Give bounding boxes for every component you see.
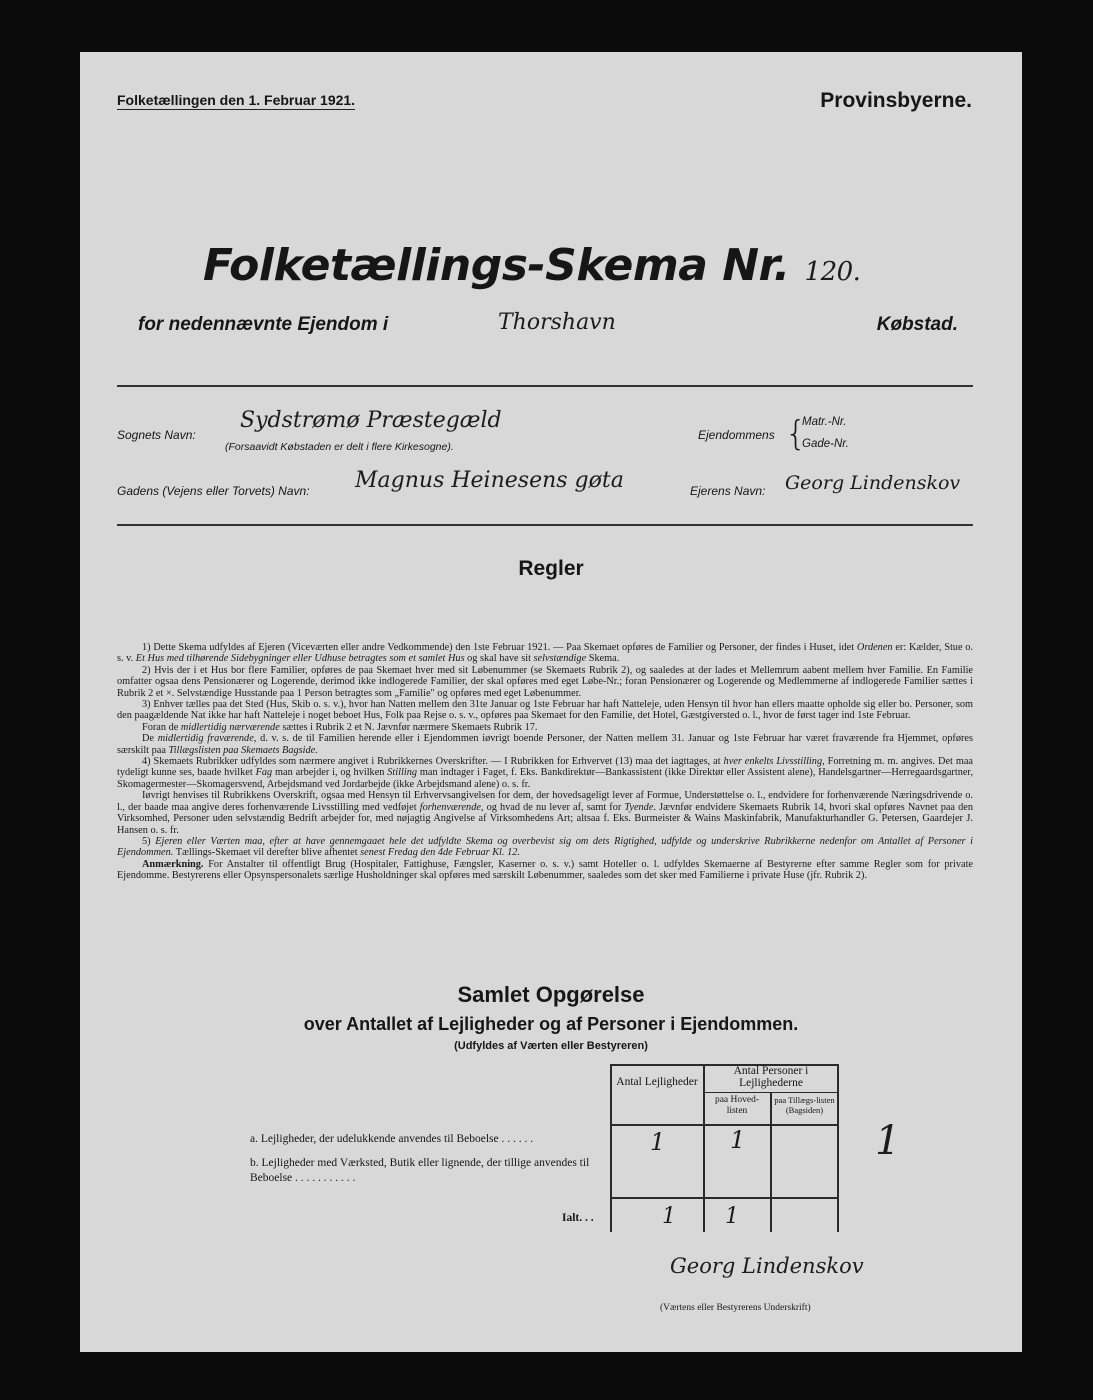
table-col-line-2 <box>703 1064 705 1232</box>
table-col-line-1 <box>610 1064 612 1232</box>
ejerens-navn-value: Georg Lindenskov <box>785 472 961 494</box>
form-number-handwritten: 120. <box>804 257 861 287</box>
table-col-line-4 <box>837 1064 839 1232</box>
summary-title: Samlet Opgørelse <box>457 982 645 1007</box>
summary-subtitle: over Antallet af Lejligheder og af Personer i Ejendommen. <box>303 1014 799 1034</box>
sognets-navn-value: Sydstrømø Præstegæld <box>240 408 502 433</box>
row-a-label: a. Lejligheder, der udelukkende anvendes til Beboelse . . . . . . <box>250 1133 534 1145</box>
row-b-label: b. Lejligheder med Værksted, Butik eller lignende, der tillige anvendes til Beboelse . . . . . . . . . . . <box>250 1157 590 1184</box>
form-title <box>203 240 860 291</box>
fields-rule <box>117 524 973 526</box>
rules-heading: Regler <box>518 557 584 580</box>
rule-3c: De midlertidig fraværende, d. v. s. de til Familien herende eller i Ejendommen iøvrigt boende Personer, der Natten mellem 31. Januar og 1ste Februar har været fraværende fra Hjemmet, opføres særskilt paa Tillægslisten paa Skemaets Bagside. <box>117 733 973 756</box>
summary-note: (Udfyldes af Værten eller Bestyreren) <box>454 1040 648 1052</box>
census-form-page <box>80 52 1022 1352</box>
rule-3: 3) Enhver tælles paa det Sted (Hus, Skib o. s. v.), hvor han Natten mellem den 31te Januar og 1ste Februar har haft Natteleje, uden Hensyn til hvor han ellers maatte opholde sig eller bo. Personer, som den paagældende Nat ikke har haft Natteleje i noget beboet Hus, Folk paa Rejse o. s. v., opføres paa Skemaet for den Familie, det Hotel, Gæstgiversted o. l., hvor de først tager ind 1ste Februar. <box>117 699 973 722</box>
region-label: Provinsbyerne. <box>820 89 972 112</box>
row-a-lejligheder: 1 <box>650 1128 666 1156</box>
sognets-note: (Forsaavidt Købstaden er delt i flere Kirkesogne). <box>225 441 454 453</box>
brace-icon: { <box>785 414 807 454</box>
rule-2: 2) Hvis der i et Hus bor flere Familier, opføres de paa Skemaet hver med sit Løbenummer (se Skemaets Rubrik 2), og saaledes at der lades et Mellemrum aabent mellem hver Familie. En Familie omfatter ogsaa dens Pensionærer og Logerende, derimod ikke indlogerede Familier, der skal opføres med eget Løbe-Nr.; foran Pensionærer og Logerende og Medlemmerne af indlogerede Familier sættes i Rubrik 2 et ×. Selvstændige Husstande paa 1 Person betragtes som „Familie" og opføres med eget Løbenummer. <box>117 664 973 699</box>
town-handwritten: Thorshavn <box>498 310 616 335</box>
top-rule <box>117 385 973 387</box>
ialt-lejligheder: 1 <box>662 1204 676 1229</box>
gade-nr-label: Gade-Nr. <box>802 438 849 450</box>
ejerens-navn-label: Ejerens Navn: <box>690 484 766 498</box>
gadens-navn-value: Magnus Heinesens gøta <box>355 468 624 493</box>
form-title-text: Folketællings-Skema Nr. <box>203 240 790 291</box>
col-tillaegslisten: paa Tillægs-listen (Bagsiden) <box>774 1095 835 1115</box>
row-a-hovedlisten: 1 <box>730 1126 746 1154</box>
rules-text <box>117 642 973 882</box>
for-property-label: for nedennævnte Ejendom i <box>138 314 389 335</box>
rule-4: 4) Skemaets Rubrikker udfyldes som nærmere angivet i Rubrikkernes Overskrifter. — I Rubrikken for Erhvervet (13) maa det iagttages, at hver enkelts Livsstilling, Forretning m. m. angives. Det maa tydeligt kunne ses, baade hvilket Fag man arbejder i, og hvilken Stilling man indtager i Faget, f. Eks. Bankdirektør—Bankassistent (ikke Direktør eller Assistent alene), Handelsgartner—Herregaardsgartner, Skomagermester—Skomagersvend, Arbejdsmand ved Jordarbejde (ikke Arbejdsmand alene) o. s. fr. <box>117 756 974 790</box>
margin-mark: 1 <box>875 1118 901 1164</box>
kobstad-label: Købstad. <box>876 314 958 335</box>
signature: Georg Lindenskov <box>670 1254 864 1278</box>
rule-annotation: Anmærkning. For Anstalter til offentligt Brug (Hospitaler, Fattighuse, Fængsler, Kaserner o. s. v.) samt Hoteller o. l. udfyldes Skemaerne af Bestyrerne efter samme Regler som for private Ejendomme. Bestyrerens eller Opsynspersonalets særlige Husholdninger skal opføres med særskilt Løbenummer, saaledes som det sker med Familierne i private Huse (jfr. Rubrik 2). <box>117 858 973 882</box>
ialt-label: Ialt. . . <box>562 1212 594 1224</box>
census-date-label: Folketællingen den 1. Februar 1921. <box>117 92 356 108</box>
table-bottom-rule <box>610 1197 838 1199</box>
ialt-hovedlisten: 1 <box>725 1204 739 1229</box>
table-col-line-3 <box>770 1092 772 1232</box>
for-property-line <box>138 310 958 336</box>
col-antal-personer: Antal Personer i Lejlighederne <box>733 1065 809 1089</box>
table-header-rule <box>610 1124 838 1126</box>
table-subheader-rule <box>703 1092 838 1093</box>
rule-3b: Foran de midlertidig nærværende sættes i Rubrik 2 et N. Jævnfør nærmere Skemaets Rubrik 17. <box>142 721 538 733</box>
col-antal-lejligheder: Antal Lejligheder <box>616 1076 698 1088</box>
gadens-navn-label: Gadens (Vejens eller Torvets) Navn: <box>117 484 310 498</box>
rule-1: 1) Dette Skema udfyldes af Ejeren (Viceværten eller andre Vedkommende) den 1ste Februar 1921. — Paa Skemaet opføres de Familier og Personer, der findes i Huset, idet Ordenen er: Kælder, Stue o. s. v. Et Hus med tilhørende Sidebygninger eller Udhuse betragtes som et samlet Hus og skal have sit selvstændige Skema. <box>117 642 974 665</box>
col-hovedlisten: paa Hoved-listen <box>714 1095 760 1116</box>
rule-4b: Iøvrigt henvises til Rubrikkens Overskrift, ogsaa med Hensyn til Erhvervsangivelsen for dem, der hovedsageligt lever af Formue, Understøttelse o. l., endvidere for forhenværende Næringsdrivende o. l., der baade maa angive deres forhenværende Livsstilling med vedføjet forhenværende, og hvad de nu lever af, samt for Tyende. Jævnfør endvidere Skemaets Rubrik 14, hvori skal opføres Navnet paa den Virksomhed, Personer uden selvstændig Bedrift arbejder for, med nøjagtig Angivelse af Virksomhedens Art; altsaa f. Eks. Burmeister & Wains Maskinfabrik, Manufakturhandler G. Petersen, Gaardejer J. Hansen o. s. fr. <box>117 790 973 836</box>
rule-5: 5) Ejeren eller Værten maa, efter at have gennemgaaet hele det udfyldte Skema og overbevist sig om dets Rigtighed, udfylde og underskrive Rubrikkerne nedenfor om Antallet af Personer i Ejendommen. Tællings-Skemaet vil derefter blive afhentet senest Fredag den 4de Februar Kl. 12. <box>117 835 973 859</box>
sognets-navn-label: Sognets Navn: <box>117 428 196 442</box>
signature-caption: (Værtens eller Bestyrerens Underskrift) <box>660 1303 811 1313</box>
matr-nr-label: Matr.-Nr. <box>802 416 847 428</box>
ejendommens-label: Ejendommens <box>698 428 775 442</box>
